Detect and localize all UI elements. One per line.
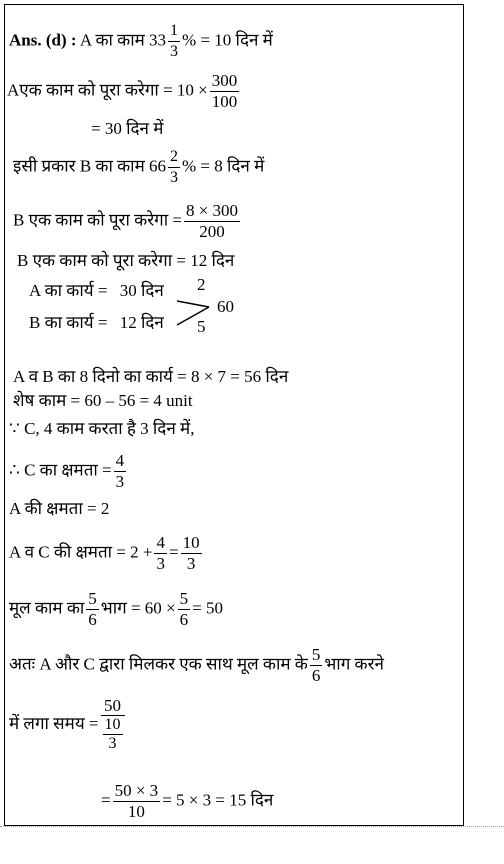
nested-fraction: $\frac{50}{\frac{10}{3}}$ — [101, 697, 125, 753]
answer-line-13: A की क्षमता = 2 — [9, 499, 110, 518]
answer-line-9: A व B का 8 दिनो का कार्य = 8 × 7 = 56 दिन — [13, 367, 289, 386]
fraction: $\frac{5}{6}$ — [179, 589, 189, 629]
fraction: $\frac{4}{3}$ — [115, 451, 125, 491]
fraction: $\frac{4}{3}$ — [156, 533, 165, 573]
answer-line-18: = $\frac{50 \times 3}{10}$ = 5 × 3 = 15 दिन — [101, 781, 274, 821]
answer-line-15: मूल काम का $\frac{5}{6}$ भाग = 60 × $\frac{5}{6}$ = 50 — [9, 589, 223, 629]
ratio-row-a: A का कार्य = 30 दिन — [29, 281, 164, 300]
ratio-total: 60 — [217, 297, 234, 316]
fraction: $\frac{5}{6}$ — [88, 589, 97, 629]
answer-line-4: इसी प्रकार B का काम 66 $\frac{2}{3}$ % = 8 दिन में — [13, 148, 265, 186]
answer-line-2: Aएक काम को पूरा करेगा = 10 × $\frac{300}{100}$ — [7, 71, 238, 111]
answer-line-3: = 30 दिन में — [91, 119, 164, 138]
answer-line-1: Ans. (d) : A का काम 33 $\frac{1}{3}$ % = 10 दिन में — [9, 22, 273, 60]
answer-line-11: ∵ C, 4 काम करता है 3 दिन में, — [9, 419, 195, 438]
answer-line-6: B एक काम को पूरा करेगा = 12 दिन — [17, 251, 235, 270]
fraction: $\frac{5}{6}$ — [311, 645, 321, 685]
answer-line-14: A व C की क्षमता = 2 + $\frac{4}{3}$ = $\frac{10}{3}$ — [9, 533, 200, 573]
fraction: $\frac{2}{3}$ — [170, 148, 178, 186]
answer-box — [4, 4, 464, 826]
ratio-value-a: 2 — [197, 275, 206, 294]
cut-off-next-line — [0, 826, 504, 837]
fraction: $\frac{8 \times 300}{200}$ — [185, 201, 239, 241]
answer-label: Ans. (d) : — [9, 30, 77, 50]
fraction: $\frac{300}{100}$ — [211, 71, 238, 111]
ratio-value-b: 5 — [197, 317, 206, 336]
fraction: $\frac{50 \times 3}{10}$ — [114, 781, 159, 821]
fraction: $\frac{1}{3}$ — [170, 22, 179, 60]
answer-line-17: में लगा समय = $\frac{50}{\frac{10}{3}}$ — [9, 697, 127, 753]
ratio-row-b: B का कार्य = 12 दिन — [29, 313, 164, 332]
answer-line-12: ∴ C का क्षमता = $\frac{4}{3}$ — [9, 451, 125, 491]
fraction: $\frac{10}{3}$ — [182, 533, 200, 573]
answer-line-16: अतः A और C द्वारा मिलकर एक साथ मूल काम के $\frac{5}{6}$ भाग करने — [9, 645, 384, 685]
answer-line-10: शेष काम = 60 – 56 = 4 unit — [13, 391, 193, 410]
answer-line-5: B एक काम को पूरा करेगा = $\frac{8 \times 300}{200}$ — [13, 201, 239, 241]
